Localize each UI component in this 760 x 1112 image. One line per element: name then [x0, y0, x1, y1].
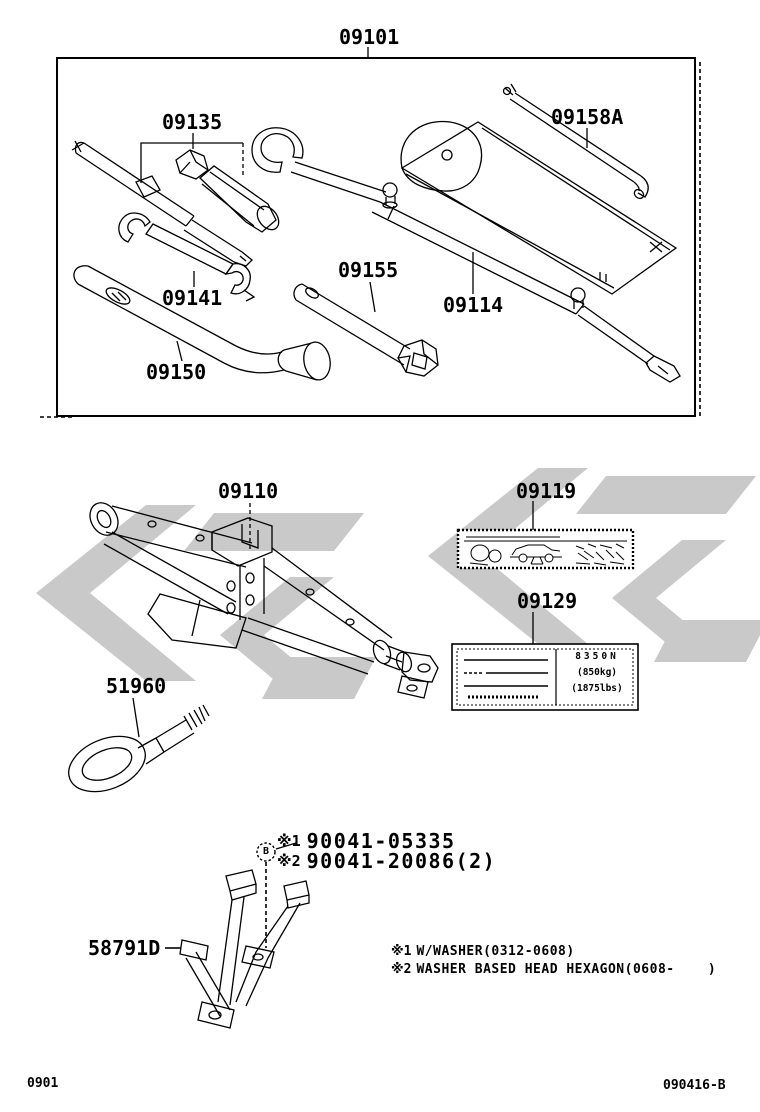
part-label-51960: 51960 [106, 674, 167, 698]
bolt-symbol-letter: B [262, 846, 270, 857]
bolt-row-2-number: 90041-20086(2) [306, 849, 497, 873]
rod-09158A-drawing [504, 84, 649, 200]
part-label-58791D: 58791D [88, 936, 161, 960]
tow-hook-51960-drawing [61, 705, 209, 802]
bolt-part-row-1 [277, 831, 456, 851]
bolt-row-2-prefix: ※2 [277, 852, 301, 870]
footnote-2-prefix: ※2 [391, 962, 412, 977]
part-label-09101: 09101 [339, 25, 400, 49]
footnote-1 [391, 944, 575, 959]
bolt-part-row-2 [277, 851, 496, 871]
part-label-09119: 09119 [516, 479, 577, 503]
part-label-09158A: 09158A [551, 105, 624, 129]
part-label-09141: 09141 [162, 286, 223, 310]
bolt-row-1-number: 90041-05335 [306, 829, 456, 853]
tool-bag-drawing [401, 121, 676, 294]
footnote-1-text: W/WASHER(0312-0608) [416, 944, 575, 959]
bracket-58791D-drawing [180, 870, 309, 1028]
rating-label-text [558, 649, 636, 697]
part-label-09129: 09129 [517, 589, 578, 613]
footer-drawing-code: 090416-B [663, 1078, 726, 1093]
part-label-09114: 09114 [443, 293, 504, 317]
grip-09135-drawing [141, 143, 283, 234]
screwdriver-drawing [72, 141, 252, 266]
part-label-09110: 09110 [218, 479, 279, 503]
footnote-2 [391, 962, 716, 977]
footnote-2-text: WASHER BASED HEAD HEXAGON(0608- ) [416, 962, 717, 977]
part-label-09155: 09155 [338, 258, 399, 282]
rating-line-3: (1875lbs) [571, 683, 623, 694]
caution-label-09119-drawing [458, 530, 633, 568]
footer-page-code: 0901 [27, 1076, 59, 1091]
footnote-1-prefix: ※1 [391, 944, 412, 959]
bolt-row-1-prefix: ※1 [277, 832, 301, 850]
rating-line-1: 8350N [575, 651, 619, 662]
part-label-09150: 09150 [146, 360, 207, 384]
part-label-09135: 09135 [162, 110, 223, 134]
rating-line-2: (850kg) [576, 667, 618, 678]
